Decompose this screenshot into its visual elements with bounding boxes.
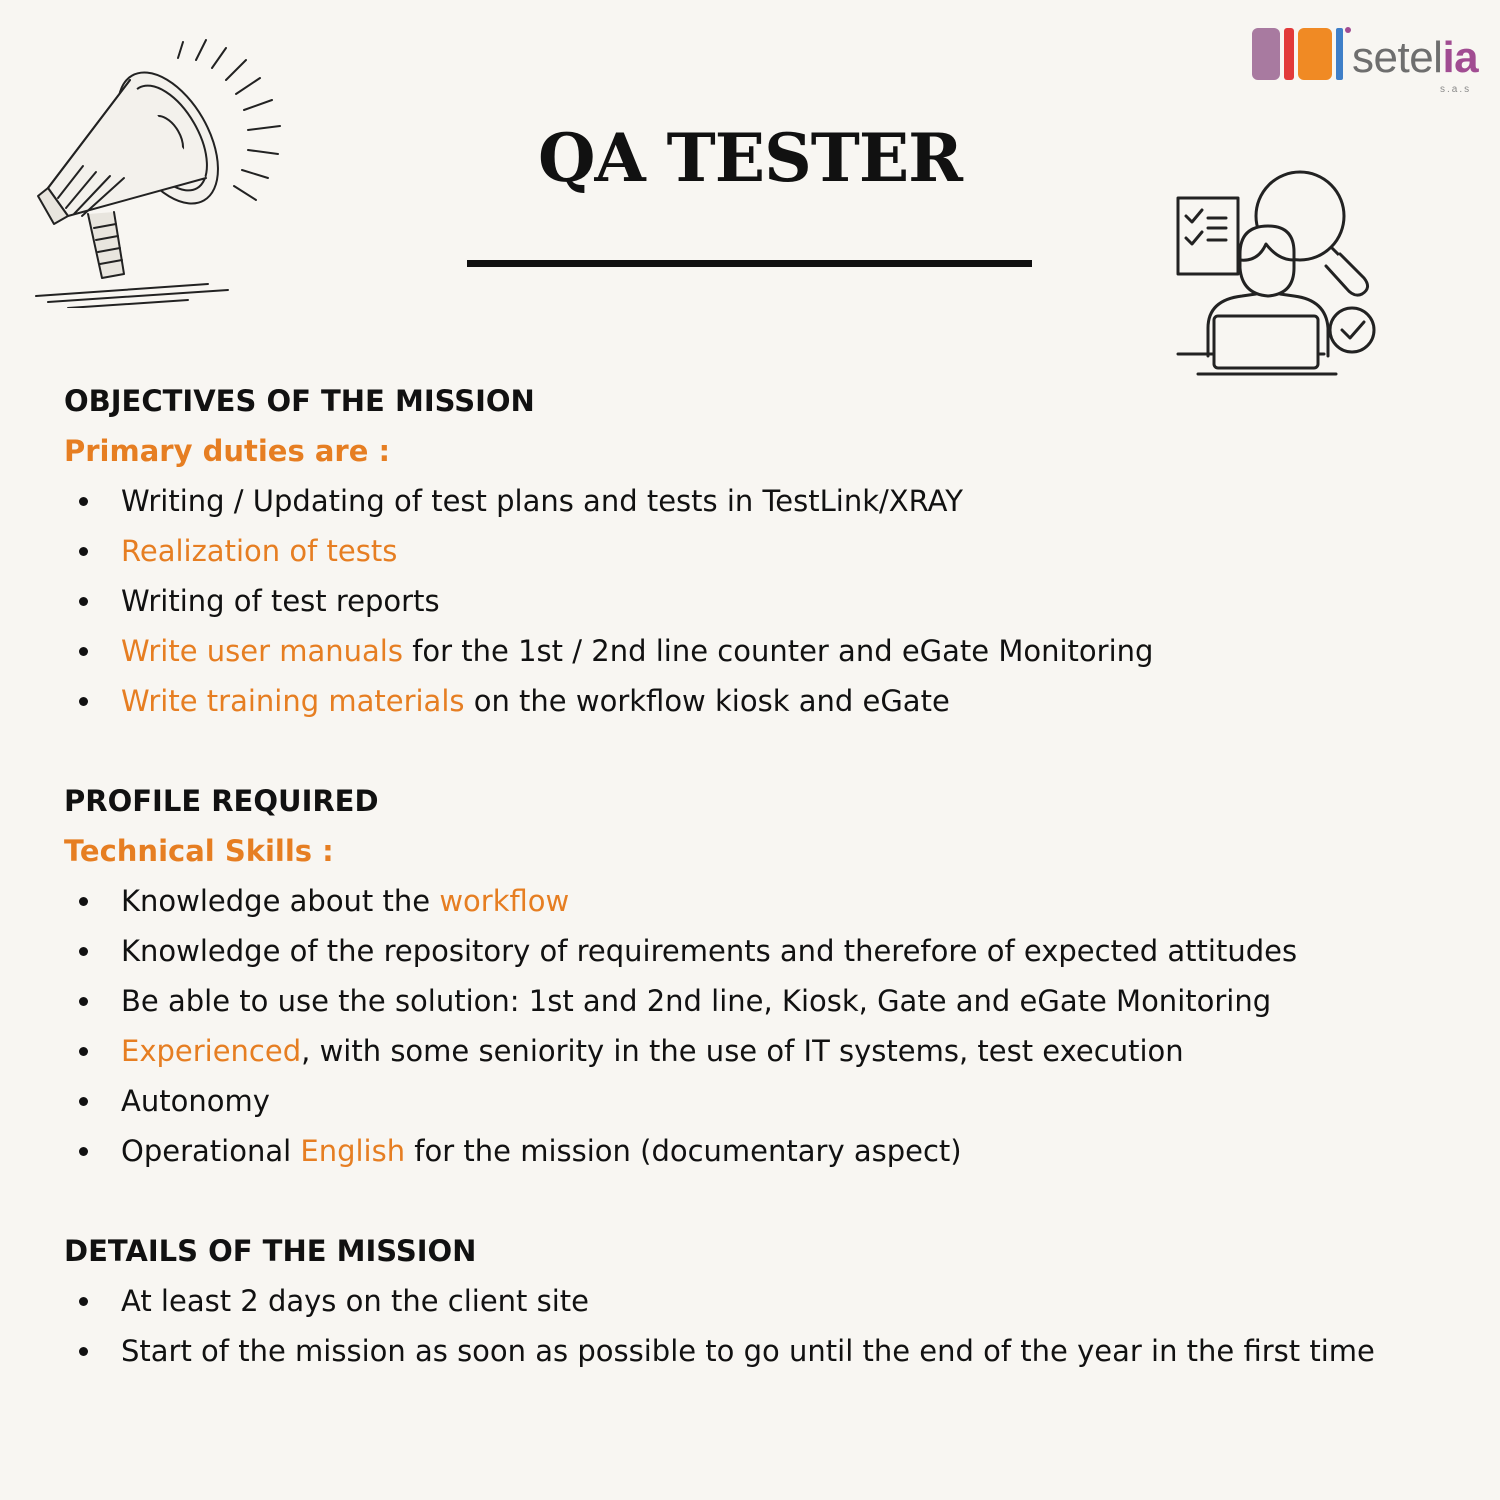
list-item [64, 1026, 1464, 1076]
objectives-heading: OBJECTIVES OF THE MISSION [64, 384, 535, 418]
details-section [64, 1226, 1464, 1376]
list-item [64, 626, 1464, 676]
list-item [64, 1076, 1464, 1126]
list-item [64, 476, 1464, 526]
title-underline [467, 260, 1032, 267]
item-text: Knowledge about the [121, 884, 440, 918]
objectives-list [64, 476, 1464, 726]
list-item [64, 1126, 1464, 1176]
item-highlight: Experienced [121, 1034, 302, 1068]
brand-wordmark [1352, 33, 1479, 82]
details-heading: DETAILS OF THE MISSION [64, 1234, 477, 1268]
job-description [64, 376, 1464, 1376]
list-item [64, 1276, 1464, 1326]
profile-section [64, 776, 1464, 1176]
list-item [64, 576, 1464, 626]
objectives-section [64, 376, 1464, 726]
item-text: Writing / Updating of test plans and tests in TestLink/XRAY [121, 484, 963, 518]
brand-name-prefix: setel [1352, 33, 1443, 82]
item-highlight: Write training materials [121, 684, 465, 718]
item-text: Knowledge of the repository of requirements and therefore of expected attitudes [121, 934, 1298, 968]
page-title: QA TESTER [537, 119, 963, 197]
tester-checklist-icon [1168, 168, 1383, 378]
brand-suffix: s.a.s [1440, 84, 1472, 95]
item-text: Autonomy [121, 1084, 270, 1118]
objectives-subheading: Primary duties are : [64, 434, 391, 468]
profile-heading: PROFILE REQUIRED [64, 784, 379, 818]
list-item [64, 926, 1464, 976]
item-text: for the mission (documentary aspect) [405, 1134, 962, 1168]
item-text: Start of the mission as soon as possible to go until the end of the year in the first time [121, 1334, 1375, 1368]
list-item [64, 976, 1464, 1026]
item-text: At least 2 days on the client site [121, 1284, 590, 1318]
item-highlight: Write user manuals [121, 634, 403, 668]
profile-subheading: Technical Skills : [64, 834, 334, 868]
list-item [64, 876, 1464, 926]
item-text: , with some seniority in the use of IT systems, test execution [301, 1034, 1184, 1068]
item-text: Be able to use the solution: 1st and 2nd line, Kiosk, Gate and eGate Monitoring [121, 984, 1272, 1018]
list-item [64, 526, 1464, 576]
item-text: Operational [121, 1134, 301, 1168]
megaphone-icon [28, 38, 288, 308]
list-item [64, 1326, 1464, 1376]
item-text: on the workflow kiosk and eGate [464, 684, 950, 718]
item-highlight: Realization of tests [121, 534, 398, 568]
details-list [64, 1276, 1464, 1376]
item-highlight: workflow [439, 884, 570, 918]
list-item [64, 676, 1464, 726]
item-text: Writing of test reports [121, 584, 440, 618]
brand-name-accent: ia [1442, 33, 1479, 82]
profile-list [64, 876, 1464, 1176]
item-highlight: English [300, 1134, 406, 1168]
item-text: for the 1st / 2nd line counter and eGate Monitoring [402, 634, 1154, 668]
